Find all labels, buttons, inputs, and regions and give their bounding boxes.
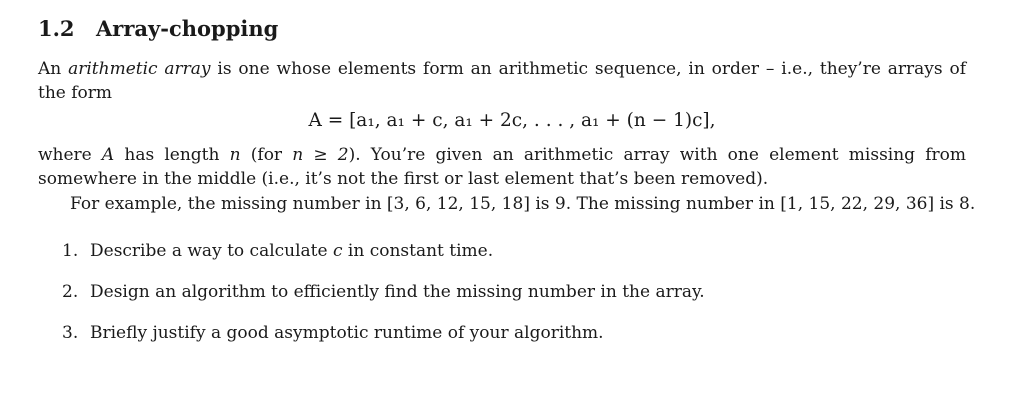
desc-text-c: (for xyxy=(240,145,293,165)
list-item xyxy=(62,239,962,280)
section-heading xyxy=(38,16,278,41)
section-title: Array-chopping xyxy=(96,16,279,41)
display-equation: A = [a₁, a₁ + c, a₁ + 2c, . . . , a₁ + (n − 1)c], xyxy=(308,110,716,131)
desc-text-a: where xyxy=(38,145,102,165)
list-number: 3. xyxy=(62,323,79,343)
example-paragraph: For example, the missing number in [3, 6, 12, 15, 18] is 9. The missing number in [1, 15, 22, 29, 36] is 8. xyxy=(70,194,976,214)
term-arithmetic-array: arithmetic array xyxy=(68,59,211,79)
desc-text-d: ). You’re given an arithmetic array with one element missing from somewhere in the middle (i.e., it’s not the first or last element that’s been removed). xyxy=(38,145,966,189)
question-text-a: Describe a way to calculate xyxy=(90,241,333,261)
intro-text-b: is one whose elements form an arithmetic sequence, in order – i.e., they’re arrays of the form xyxy=(38,59,966,103)
section-number: 1.2 xyxy=(38,16,75,41)
list-item xyxy=(62,280,962,321)
condition-n: n ≥ 2 xyxy=(292,145,349,165)
list-number: 1. xyxy=(62,241,79,261)
description-paragraph xyxy=(38,143,966,191)
question-text: Design an algorithm to efficiently find the missing number in the array. xyxy=(90,282,705,302)
intro-paragraph xyxy=(38,57,966,105)
intro-text-a: An xyxy=(38,59,69,79)
list-item xyxy=(62,321,962,362)
var-n: n xyxy=(229,145,241,165)
question-list xyxy=(62,239,962,362)
var-c: c xyxy=(332,241,343,261)
list-number: 2. xyxy=(62,282,79,302)
question-text-b: in constant time. xyxy=(342,241,494,261)
var-A: A xyxy=(101,145,115,165)
question-text: Briefly justify a good asymptotic runtime of your algorithm. xyxy=(90,323,604,343)
desc-text-b: has length xyxy=(114,145,230,165)
